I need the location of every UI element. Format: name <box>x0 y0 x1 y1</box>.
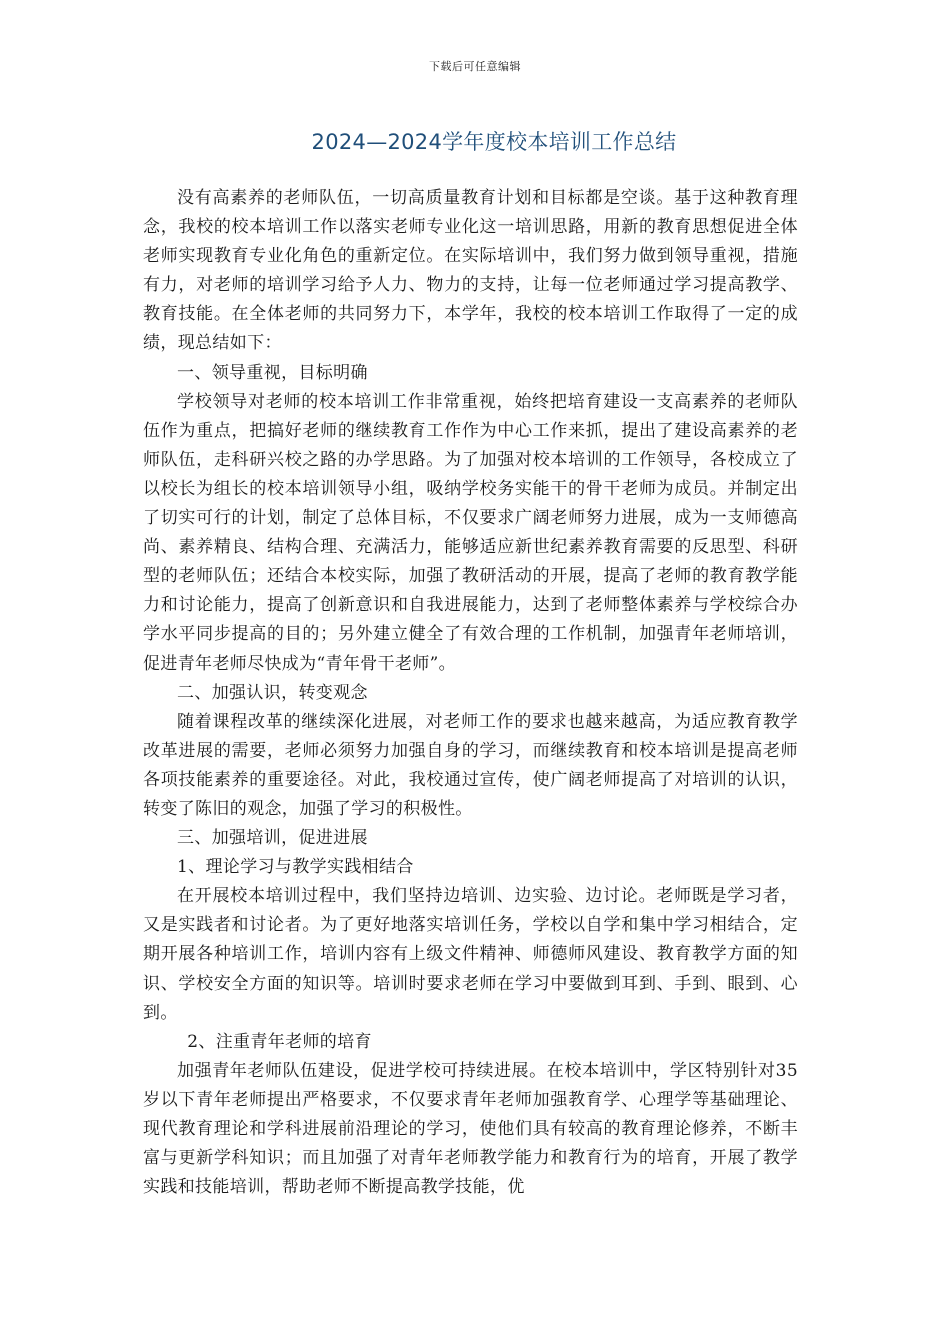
section-heading: 二、加强认识，转变观念 <box>177 682 368 703</box>
header-note: 下载后可任意编辑 <box>429 60 521 73</box>
paragraph: 加强青年老师队伍建设，促进学校可持续进展。在校本培训中，学区特别针对35岁以下青年老师提出严格要求，不仅要求青年老师加强教育学、心理学等基础理论、现代教育理论和学科进展前沿理论的学习，使他们具有较高的教育理论修养，不断丰富与更新学科知识；而且加强了对青年老师教学能力和教育行为的培育，开展了教学实践和技能培训，帮助老师不断提高教学技能，优 <box>143 1060 798 1198</box>
section-heading: 三、加强培训，促进进展 <box>177 828 368 849</box>
document-body <box>143 184 798 1202</box>
subsection-heading: 1、理论学习与教学实践相结合 <box>177 857 414 878</box>
paragraph: 学校领导对老师的校本培训工作非常重视，始终把培育建设一支高素养的老师队伍作为重点，把搞好老师的继续教育工作作为中心工作来抓，提出了建设高素养的老师队伍，走科研兴校之路的办学思路。为了加强对校本培训的工作领导，各校成立了以校长为组长的校本培训领导小组，吸纳学校务实能干的骨干老师为成员。并制定出了切实可行的计划，制定了总体目标，不仅要求广阔老师努力进展，成为一支师德高尚、素养精良、结构合理、充满活力，能够适应新世纪素养教育需要的反思型、科研型的老师队伍；还结合本校实际，加强了教研活动的开展，提高了老师的教育教学能力和讨论能力，提高了创新意识和自我进展能力，达到了老师整体素养与学校综合办学水平同步提高的目的；另外建立健全了有效合理的工作机制，加强青年老师培训，促进青年老师尽快成为“青年骨干老师”。 <box>143 391 798 674</box>
paragraph: 没有高素养的老师队伍，一切高质量教育计划和目标都是空谈。基于这种教育理念，我校的校本培训工作以落实老师专业化这一培训思路，用新的教育思想促进全体老师实现教育专业化角色的重新定位。在实际培训中，我们努力做到领导重视，措施有力，对老师的培训学习给予人力、物力的支持，让每一位老师通过学习提高教学、教育技能。在全体老师的共同努力下，本学年，我校的校本培训工作取得了一定的成绩，现总结如下： <box>143 188 798 354</box>
subsection-heading: 2、注重青年老师的培育 <box>187 1031 372 1052</box>
document-title: 2024—2024学年度校本培训工作总结 <box>311 130 677 154</box>
paragraph: 在开展校本培训过程中，我们坚持边培训、边实验、边讨论。老师既是学习者，又是实践者和讨论者。为了更好地落实培训任务，学校以自学和集中学习相结合，定期开展各种培训工作，培训内容有上级文件精神、师德师风建设、教育教学方面的知识、学校安全方面的知识等。培训时要求老师在学习中要做到耳到、手到、眼到、心到。 <box>143 886 798 1023</box>
paragraph: 随着课程改革的继续深化进展，对老师工作的要求也越来越高，为适应教育教学改革进展的需要，老师必须努力加强自身的学习，而继续教育和校本培训是提高老师各项技能素养的重要途径。对此，我校通过宣传，使广阔老师提高了对培训的认识，转变了陈旧的观念，加强了学习的积极性。 <box>143 711 798 819</box>
section-heading: 一、领导重视，目标明确 <box>177 362 368 383</box>
